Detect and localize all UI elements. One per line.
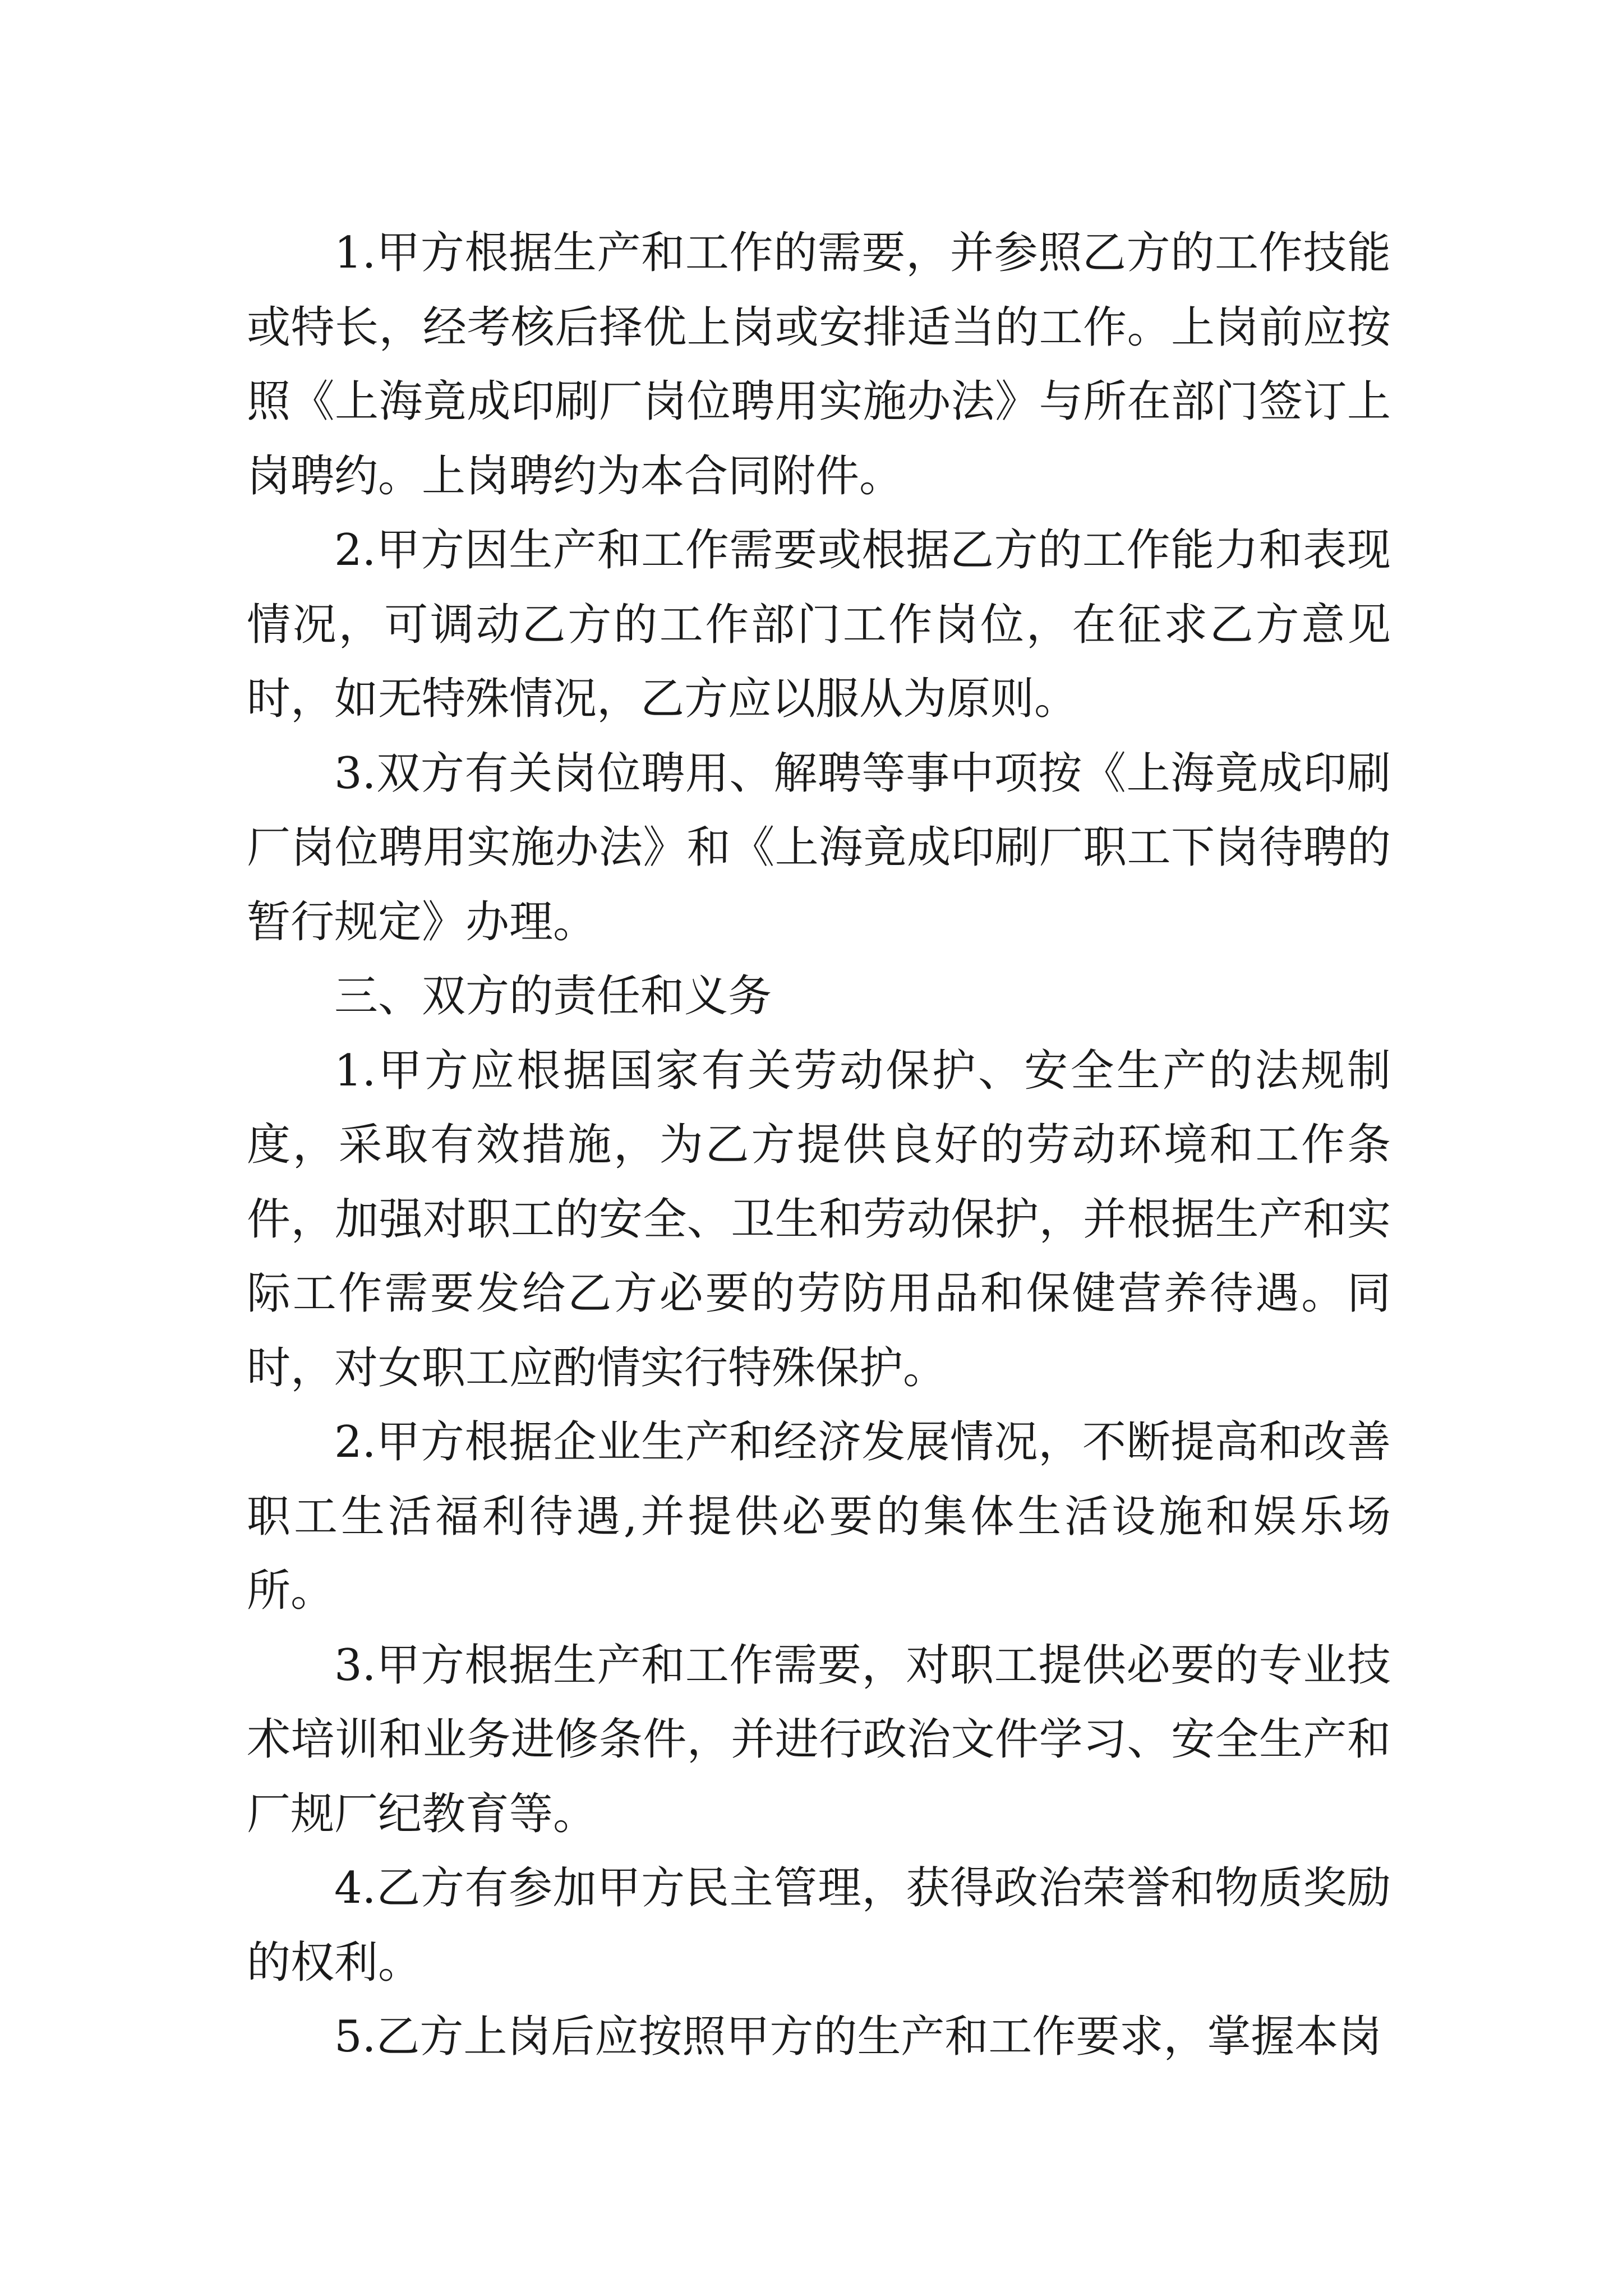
paragraph-post-assignment: 1.甲方根据生产和工作的需要，并参照乙方的工作技能或特长，经考核后择优上岗或安排适当的工作。上岗前应按照《上海竟成印刷厂岗位聘用实施办法》与所在部门签订上岗聘约。上岗聘约为本合同附件。 [247,228,1391,501]
paragraph-job-transfer: 2.甲方因生产和工作需要或根据乙方的工作能力和表现情况，可调动乙方的工作部门工作岗位，在征求乙方意见时，如无特殊情况，乙方应以服从为原则。 [247,525,1391,724]
paragraph-employment-rules: 3.双方有关岗位聘用、解聘等事中项按《上海竟成印刷厂岗位聘用实施办法》和《上海竟成印刷厂职工下岗待聘的暂行规定》办理。 [247,748,1391,947]
section-heading-responsibilities: 三、双方的责任和义务 [334,971,772,1022]
paragraph-labor-protection: 1.甲方应根据国家有关劳动保护、安全生产的法规制度，采取有效措施，为乙方提供良好的劳动环境和工作条件，加强对职工的安全、卫生和劳动保护，并根据生产和实际工作需要发给乙方必要的劳防用品和保健营养待遇。同时，对女职工应酌情实行特殊保护。 [247,1045,1391,1393]
document-body [247,216,1391,2074]
paragraph-welfare: 2.甲方根据企业生产和经济发展情况，不断提高和改善职工生活福利待遇,并提供必要的集体生活设施和娱乐场所。 [247,1417,1391,1616]
paragraph-duties: 5.乙方上岗后应按照甲方的生产和工作要求，掌握本岗 [334,2012,1382,2062]
paragraph-rights: 4.乙方有参加甲方民主管理，获得政治荣誉和物质奖励的权利。 [247,1863,1391,1988]
paragraph-training: 3.甲方根据生产和工作需要，对职工提供必要的专业技术培训和业务进修条件，并进行政治文件学习、安全生产和厂规厂纪教育等。 [247,1640,1391,1839]
